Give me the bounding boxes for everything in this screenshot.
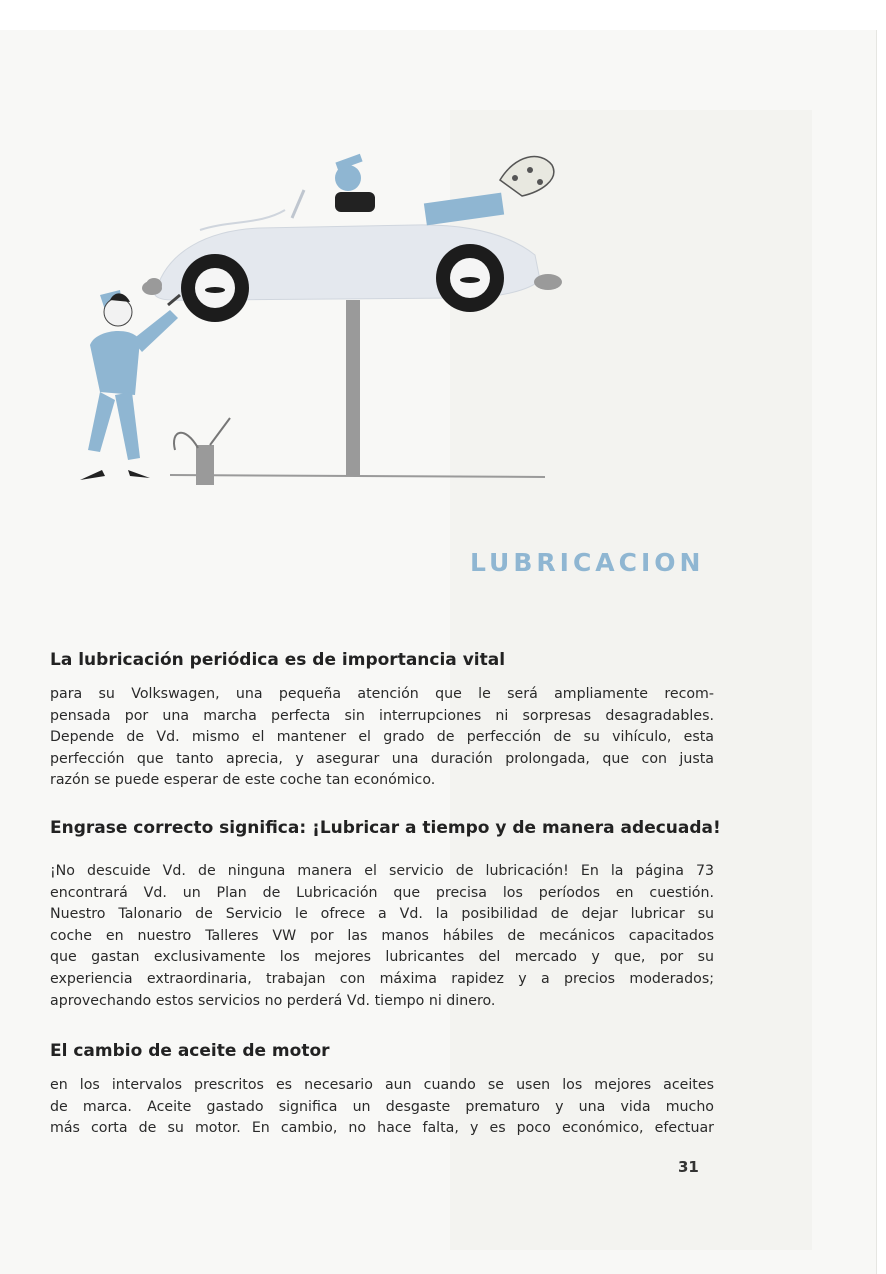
text-line: para su Volkswagen, una pequeña atención que le será ampliamente recom- [50,686,714,702]
mechanic [80,278,180,480]
text-line: más corta de su motor. En cambio, no hace falta, y es poco económico, efectuar [50,1120,714,1137]
paragraph-lubricacion-periodica [50,684,714,792]
heading-cambio-aceite: El cambio de aceite de motor [50,1041,330,1061]
rear-wheel [436,244,504,312]
bag [500,157,554,196]
text-line: razón se puede esperar de este coche tan económico. [50,772,436,789]
front-wheel [181,254,249,322]
heading-lubricacion-periodica: La lubricación periódica es de importancia vital [50,650,506,670]
lubrication-illustration [60,130,580,500]
luggage [424,193,504,226]
paragraph-engrase-correcto [50,861,714,1012]
page-number: 31 [678,1158,699,1176]
text-line: encontrará Vd. un Plan de Lubricación que precisa los períodos en cuestión. [50,884,714,901]
paragraph-cambio-aceite [50,1075,714,1140]
text-line: ¡No descuide Vd. de ninguna manera el servicio de lubricación! En la página 73 [50,863,714,879]
text-line: Nuestro Talonario de Servicio le ofrece a Vd. la posibilidad de dejar lubricar su [50,906,714,923]
text-line: coche en nuestro Talleres VW por las manos hábiles de mecánicos capacitados [50,927,714,944]
section-title: LUBRICACION [470,548,705,577]
text-line: de marca. Aceite gastado significa un desgaste prematuro y una vida mucho [50,1098,714,1115]
lift-post [346,300,360,476]
text-line: pensada por una marcha perfecta sin interrupciones ni sorpresas desagradables. [50,707,714,724]
text-line: en los intervalos prescritos es necesario aun cuando se usen los mejores aceites [50,1077,714,1093]
text-line: que gastan exclusivamente los mejores lubricantes del mercado y que, por su [50,949,714,966]
text-line: aprovechando estos servicios no perderá Vd. tiempo ni dinero. [50,992,496,1009]
heading-engrase-correcto: Engrase correcto significa: ¡Lubricar a tiempo y de manera adecuada! [50,818,721,838]
text-line: Depende de Vd. mismo el mantener el grado de perfección de su vihículo, esta [50,729,714,746]
text-line: perfección que tanto aprecia, y asegurar una duración prolongada, que con justa [50,750,714,767]
text-line: experiencia extraordinaria, trabajan con máxima rapidez y a precios moderados; [50,970,714,987]
driver-body [335,192,375,212]
